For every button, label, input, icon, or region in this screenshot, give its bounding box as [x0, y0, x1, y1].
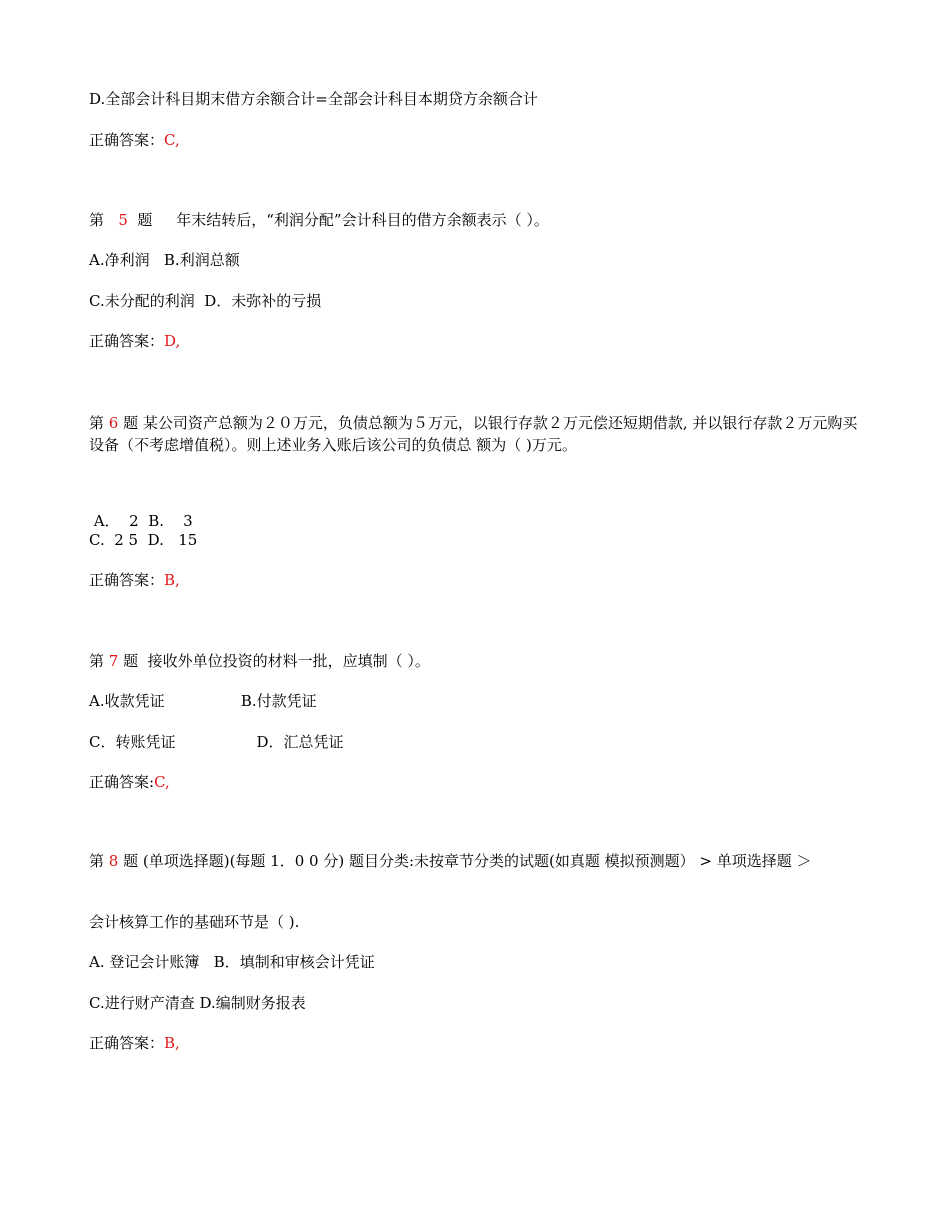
answer-label: 正确答案：: [89, 571, 165, 589]
question-8-stem: 会计核算工作的基础环节是（ ).: [89, 913, 300, 931]
question-text: 题 (单项选择题)(每题 1．0 0 分) 题目分类:未按章节分类的试题(如真题 模拟预测题） > 单项选择题 ＞: [118, 852, 812, 870]
question-number: 6: [108, 414, 119, 432]
question-text: 题 接收外单位投资的材料一批，应填制（ ）。: [118, 652, 430, 670]
question-6-options-row2: C. 2 5 D. 15: [89, 531, 198, 549]
question-prefix: 第: [89, 211, 119, 229]
question-7-stem: [89, 652, 430, 670]
question-5-answer: [89, 332, 180, 350]
question-prefix: 第: [89, 652, 109, 670]
question-6-answer: [89, 571, 180, 589]
question-number: 5: [118, 211, 128, 229]
question-text: 题 年末结转后，“利润分配”会计科目的借方余额表示（ ）。: [127, 211, 549, 229]
question-7-options-row2: C．转账凭证 D．汇总凭证: [89, 733, 344, 751]
question-5-stem: [89, 211, 549, 229]
answer-value: D,: [164, 332, 181, 350]
question-7-answer: [89, 773, 170, 791]
answer-value: C,: [164, 131, 180, 149]
answer-label: 正确答案：: [89, 332, 165, 350]
answer-label: 正确答案：: [89, 131, 165, 149]
answer-value: C,: [154, 773, 170, 791]
question-8-options-row2: C.进行财产清查 D.编制财务报表: [89, 994, 306, 1012]
question-6-stem: [89, 412, 864, 456]
question-8-header: [89, 852, 864, 870]
question-5-options-row1: A.净利润 B.利润总额: [89, 251, 240, 269]
answer-value: B,: [164, 1034, 180, 1052]
question-number: 8: [108, 852, 119, 870]
question-8-options-row1: A. 登记会计账簿 B．填制和审核会计凭证: [89, 953, 375, 971]
answer-value: B,: [164, 571, 180, 589]
question-6-options-row1: A． 2 B. 3: [89, 512, 193, 530]
question-8-answer: [89, 1034, 180, 1052]
question-7-options-row1: A.收款凭证 B.付款凭证: [89, 692, 317, 710]
question-text: 题 某公司资产总额为２０万元，负债总额为５万元，以银行存款２万元偿还短期借款, 并以银行存款２万元购买设备（不考虑增值税）。则上述业务入账后该公司的负债总 额为（ )万元。: [89, 414, 858, 454]
prev-option-d: D.全部会计科目期末借方余额合计=全部会计科目本期贷方余额合计: [89, 90, 538, 108]
question-prefix: 第: [89, 414, 109, 432]
answer-label: 正确答案：: [89, 1034, 165, 1052]
prev-answer: [89, 131, 180, 149]
question-number: 7: [108, 652, 119, 670]
question-5-options-row2: C.未分配的利润 D．未弥补的亏损: [89, 292, 322, 310]
question-prefix: 第: [89, 852, 109, 870]
answer-label: 正确答案:: [89, 773, 155, 791]
